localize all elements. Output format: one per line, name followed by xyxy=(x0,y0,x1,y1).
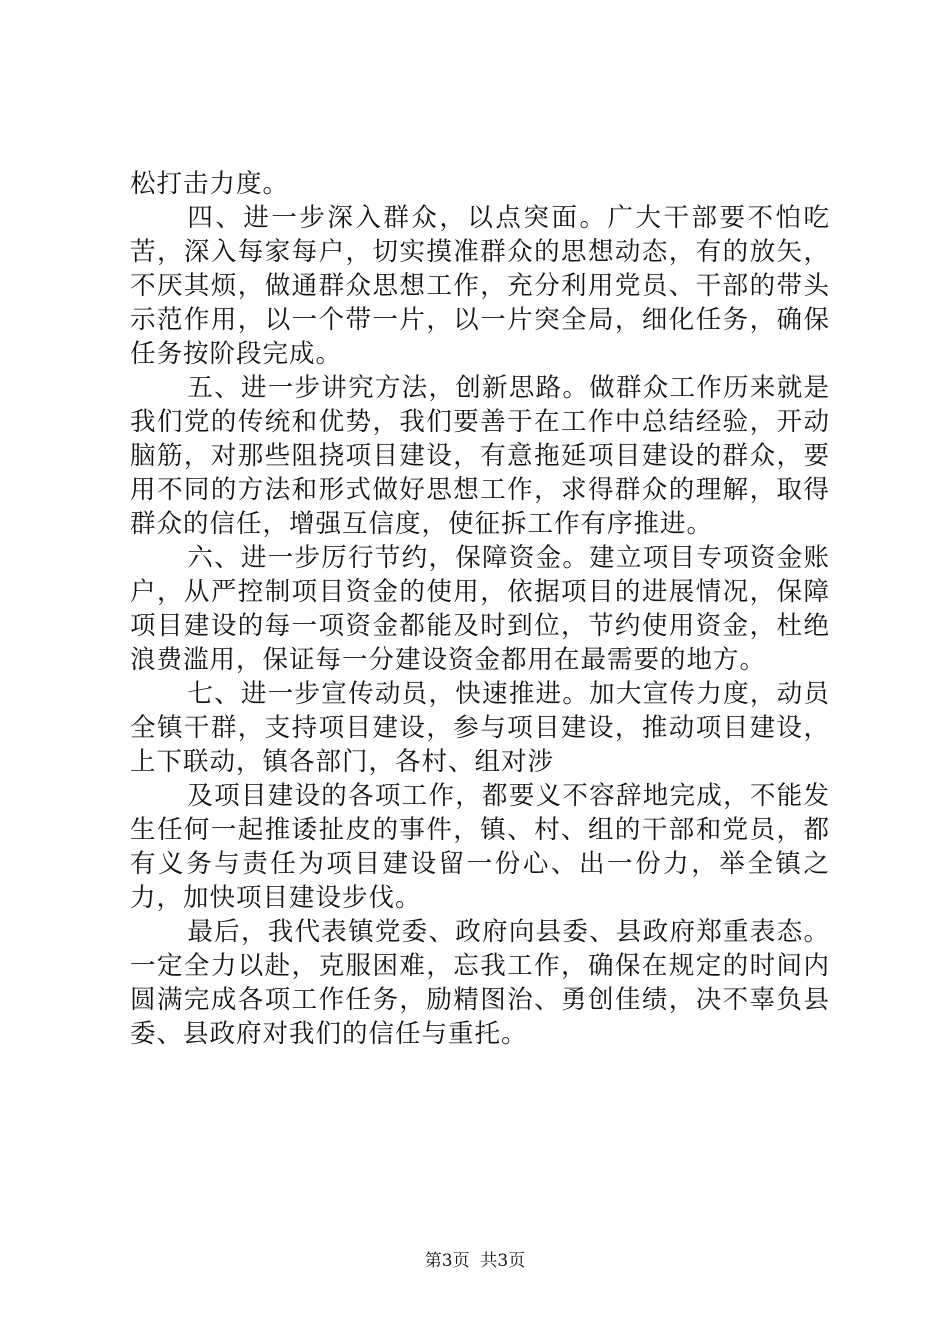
document-body xyxy=(130,167,830,1051)
paragraph-5: 及项目建设的各项工作，都要义不容辞地完成，不能发生任何一起推诿扯皮的事件，镇、村、组的干部和党员，都有义务与责任为项目建设留一份心、出一份力，举全镇之力，加快项目建设步伐。 xyxy=(130,781,830,913)
paragraph-6: 最后，我代表镇党委、政府向县委、县政府郑重表态。一定全力以赴，克服困难，忘我工作，确保在规定的时间内圆满完成各项工作任务，励精图治、勇创佳绩，决不辜负县委、县政府对我们的信任与重托。 xyxy=(130,917,830,1049)
paragraph-4: 七、进一步宣传动员，快速推进。加大宣传力度，动员全镇干群，支持项目建设，参与项目建设，推动项目建设，上下联动，镇各部门，各村、组对涉 xyxy=(130,679,830,777)
paragraph-3: 六、进一步厉行节约，保障资金。建立项目专项资金账户，从严控制项目资金的使用，依据项目的进展情况，保障项目建设的每一项资金都能及时到位，节约使用资金，杜绝浪费滥用，保证每一分建设资金都用在最需要的地方。 xyxy=(130,543,830,675)
page-footer xyxy=(0,1246,950,1271)
paragraph-0: 松打击力度。 xyxy=(130,169,290,199)
paragraph-1: 四、进一步深入群众，以点突面。广大干部要不怕吃苦，深入每家每户，切实摸准群众的思想动态，有的放矢，不厌其烦，做通群众思想工作，充分利用党员、干部的带头示范作用，以一个带一片，以一片突全局，细化任务，确保任务按阶段完成。 xyxy=(130,203,830,369)
paragraph-2: 五、进一步讲究方法，创新思路。做群众工作历来就是我们党的传统和优势，我们要善于在工作中总结经验，开动脑筋，对那些阻挠项目建设，有意拖延项目建设的群众，要用不同的方法和形式做好思想工作，求得群众的理解，取得群众的信任，增强互信度，使征拆工作有序推进。 xyxy=(130,373,830,539)
page-number-label: 第3页 共3页 xyxy=(424,1251,526,1271)
